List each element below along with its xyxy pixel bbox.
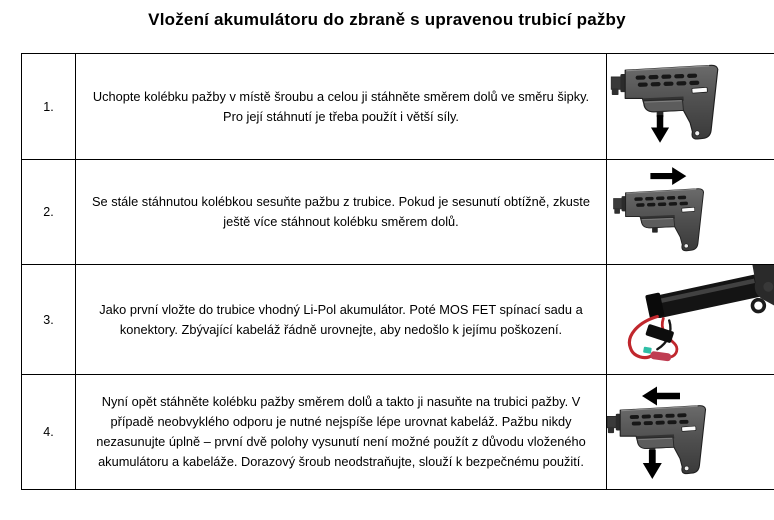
stock-arrow-down-illustration: [607, 54, 774, 159]
step-number: 2.: [22, 160, 76, 265]
step-image-cell: [607, 160, 774, 265]
tube-wiring-photo-illustration: [607, 265, 774, 374]
page-title: Vložení akumulátoru do zbraně s upravenou trubicí pažby: [148, 10, 626, 29]
stock-arrow-right-illustration: [607, 160, 774, 264]
step-image-cell: [607, 375, 774, 490]
step-instruction: Uchopte kolébku pažby v místě šroubu a celou ji stáhněte směrem dolů ve směru šipky. Pro její stáhnutí je třeba použít i větší síly.: [76, 54, 607, 160]
table-row: [22, 265, 774, 375]
step-instruction: Nyní opět stáhněte kolébku pažby směrem dolů a takto ji nasuňte na trubici pažby. V případě neobvyklého odporu je nutné nejspíše lépe urovnat kabeláž. Pažbu nikdy nezasunujte úplně – první dvě polohy vysunutí není možné použít z důvodu vloženého akumulátoru a kabeláže. Dorazový šroub neodstraňujte, slouží k bezpečnému použití.: [76, 375, 607, 490]
instruction-table: [21, 53, 774, 490]
table-body: [22, 54, 774, 490]
step-image-cell: [607, 265, 774, 375]
table-row: [22, 54, 774, 160]
step-image-cell: [607, 54, 774, 160]
table-row: [22, 375, 774, 490]
step-instruction: Jako první vložte do trubice vhodný Li-Pol akumulátor. Poté MOS FET spínací sadu a konektory. Zbývající kabeláž řádně urovnejte, aby nedošlo k jejímu poškození.: [76, 265, 607, 375]
stock-arrow-left-down-illustration: [607, 375, 774, 489]
step-number: 1.: [22, 54, 76, 160]
step-number: 3.: [22, 265, 76, 375]
table-row: [22, 160, 774, 265]
step-number: 4.: [22, 375, 76, 490]
step-instruction: Se stále stáhnutou kolébkou sesuňte pažbu z trubice. Pokud je sesunutí obtížně, zkuste ještě více stáhnout kolébku směrem dolů.: [76, 160, 607, 265]
